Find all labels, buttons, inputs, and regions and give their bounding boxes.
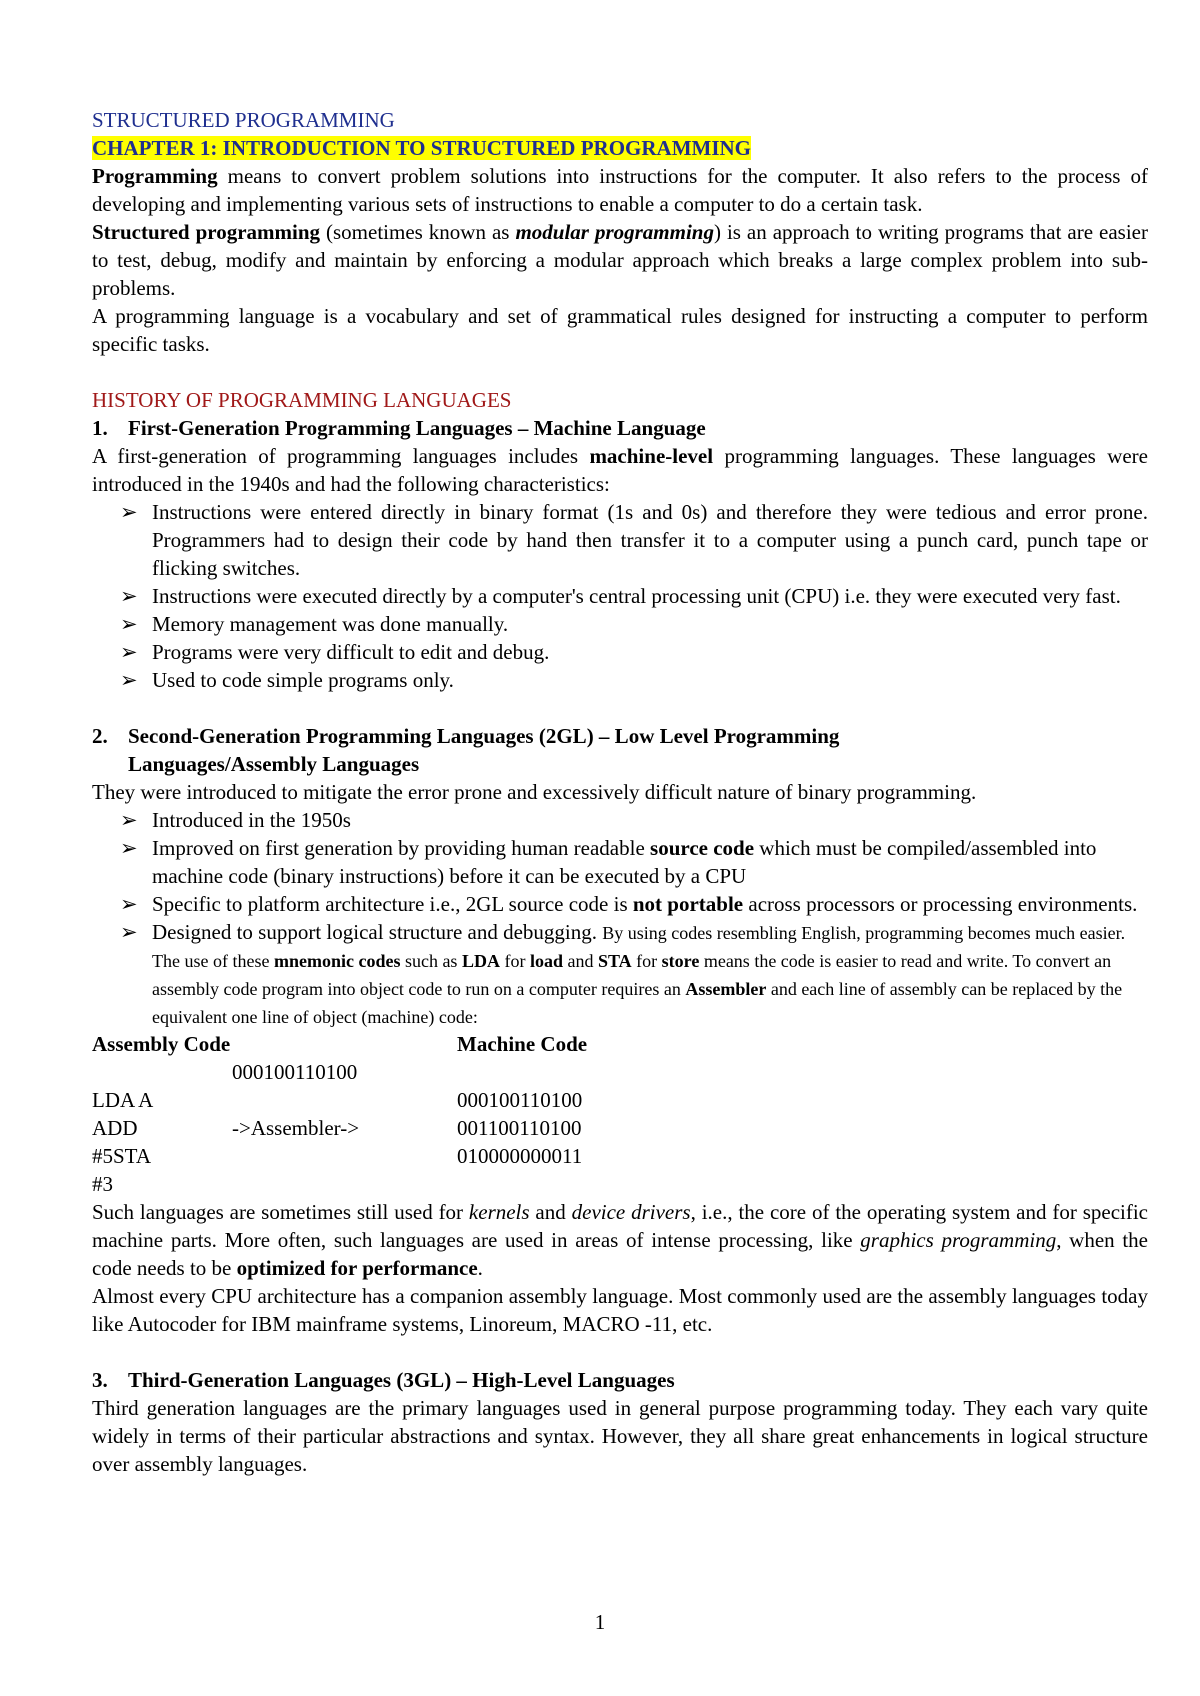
arrow-bullet-icon: ➢ xyxy=(120,640,138,664)
assembly-usage-paragraph xyxy=(92,1198,1148,1282)
text-span: across processors or processing environments. xyxy=(743,892,1138,916)
definition-text: means to convert problem solutions into instructions for the computer. It also refers to the process of developing and implementing various sets of instructions to enable a computer to do a certain task. xyxy=(92,164,1148,216)
italic-term: device drivers xyxy=(571,1200,691,1224)
assembly-machine-table xyxy=(92,1030,1148,1198)
table-cell: #5STA xyxy=(92,1144,151,1168)
heading-text: Second-Generation Programming Languages (2GL) – Low Level Programming xyxy=(128,724,840,748)
text-span: Such languages are sometimes still used for xyxy=(92,1200,469,1224)
table-cell: 010000000011 xyxy=(457,1144,583,1168)
table-cell: LDA A xyxy=(92,1088,154,1112)
list-item xyxy=(120,582,1148,610)
text-span: such as xyxy=(400,951,462,971)
list-item xyxy=(120,890,1148,918)
table-cell xyxy=(457,1058,657,1086)
table-cell: 000100110100 xyxy=(457,1088,583,1112)
chapter-heading-wrap xyxy=(92,134,1148,162)
text-span: means the code is easier to read and write. To convert an assembly code program into object code to run on a computer requires an xyxy=(152,951,1112,999)
table-cell: ->Assembler-> xyxy=(232,1116,360,1140)
text-span: By using codes resembling English, programming becomes much easier. The use of these xyxy=(152,923,1126,971)
generation-2-intro: They were introduced to mitigate the error prone and excessively difficult nature of binary programming. xyxy=(92,780,977,804)
generation-1-list xyxy=(92,498,1148,694)
chapter-heading: CHAPTER 1: INTRODUCTION TO STRUCTURED PROGRAMMING xyxy=(92,136,752,160)
arrow-bullet-icon: ➢ xyxy=(120,892,138,916)
item-text: Memory management was done manually. xyxy=(152,612,509,636)
table-cell: ADD xyxy=(92,1116,138,1140)
generation-3-paragraph: Third generation languages are the primary languages used in general purpose programming today. They each vary quite widely in terms of their particular abstractions and syntax. However, they all share great enhancements in logical structure over assembly languages. xyxy=(92,1396,1148,1476)
text-span: and xyxy=(562,951,598,971)
text-span: and xyxy=(529,1200,572,1224)
heading-number: 2. xyxy=(92,724,108,748)
generation-1-heading xyxy=(92,414,1148,442)
list-item xyxy=(120,834,1148,890)
term-modular-programming: modular programming xyxy=(515,220,714,244)
page-number: 1 xyxy=(594,1610,606,1634)
arrow-bullet-icon: ➢ xyxy=(120,668,138,692)
italic-term: graphics programming xyxy=(860,1228,1057,1252)
list-item xyxy=(120,498,1148,582)
bold-term: store xyxy=(661,951,700,971)
text-span: for xyxy=(499,951,530,971)
heading-number: 3. xyxy=(92,1368,108,1392)
bold-term: LDA xyxy=(461,951,500,971)
arrow-bullet-icon: ➢ xyxy=(120,808,138,832)
bold-term: machine-level xyxy=(589,444,714,468)
spacer xyxy=(92,694,1148,722)
generation-1-intro xyxy=(92,442,1148,498)
term-programming: Programming xyxy=(92,164,218,188)
spacer xyxy=(92,1338,1148,1366)
arrow-bullet-icon: ➢ xyxy=(120,920,138,944)
table-header-machine: Machine Code xyxy=(457,1032,588,1056)
list-item xyxy=(120,610,1148,638)
table-cell xyxy=(232,1170,457,1198)
programming-definition xyxy=(92,162,1148,218)
table-header-assembly: Assembly Code xyxy=(92,1032,231,1056)
list-item xyxy=(120,666,1148,694)
table-cell xyxy=(232,1142,457,1170)
text-span: , i.e., the core of the operating system and for specific machine parts. More often, such languages are used in areas of intense processing, like xyxy=(92,1200,1148,1252)
bold-term: not portable xyxy=(632,892,744,916)
document-page xyxy=(92,106,1148,1478)
assembly-languages-paragraph: Almost every CPU architecture has a companion assembly language. Most commonly used are the assembly languages today like Autocoder for IBM mainframe systems, Linoreum, MACRO -11, etc. xyxy=(92,1284,1148,1336)
heading-text: Languages/Assembly Languages xyxy=(128,752,420,776)
table-cell xyxy=(232,1086,457,1114)
text-span: and each line of assembly can be replaced by the equivalent one line of object (machine) code: xyxy=(152,979,1123,1027)
text-span: . xyxy=(477,1256,483,1280)
list-item xyxy=(120,806,1148,834)
italic-term: kernels xyxy=(468,1200,530,1224)
text-span: for xyxy=(631,951,662,971)
item-text: Instructions were entered directly in binary format (1s and 0s) and therefore they were tedious and error prone. Programmers had to design their code by hand then transfer it to a computer using a punch card, punch tape or flicking switches. xyxy=(152,500,1148,580)
generation-2-list xyxy=(92,806,1148,1030)
text-span: programming languages. These languages were introduced in the 1940s and had the following characteristics: xyxy=(92,444,1148,496)
item-text: Introduced in the 1950s xyxy=(152,808,351,832)
text-span: (sometimes known as xyxy=(320,220,516,244)
arrow-bullet-icon: ➢ xyxy=(120,584,138,608)
bold-term: optimized for performance xyxy=(236,1256,478,1280)
text-span: Designed to support logical structure and debugging. xyxy=(152,920,603,944)
arrow-bullet-icon: ➢ xyxy=(120,500,138,524)
bold-term: STA xyxy=(597,951,632,971)
programming-language-definition: A programming language is a vocabulary and set of grammatical rules designed for instructing a computer to perform specific tasks. xyxy=(92,304,1148,356)
arrow-bullet-icon: ➢ xyxy=(120,612,138,636)
list-item xyxy=(120,638,1148,666)
heading-text: First-Generation Programming Languages – Machine Language xyxy=(128,416,706,440)
table-cell xyxy=(92,1058,232,1086)
bold-term: source code xyxy=(650,836,755,860)
bold-term: Assembler xyxy=(685,979,767,999)
item-text: Instructions were executed directly by a computer's central processing unit (CPU) i.e. they were executed very fast. xyxy=(152,584,1121,608)
heading-text: Third-Generation Languages (3GL) – High-Level Languages xyxy=(128,1368,675,1392)
structured-programming-definition xyxy=(92,218,1148,302)
bold-term: mnemonic codes xyxy=(273,951,401,971)
text-span: ) is an approach to writing programs that are easier to test, debug, modify and maintain by enforcing a modular approach which breaks a large complex problem into sub-problems. xyxy=(92,220,1148,300)
text-span: Improved on first generation by providing human readable xyxy=(152,836,651,860)
item-text: Programs were very difficult to edit and debug. xyxy=(152,640,550,664)
heading-number: 1. xyxy=(92,416,108,440)
generation-3-heading xyxy=(92,1366,1148,1394)
bold-term: load xyxy=(529,951,563,971)
list-item xyxy=(120,918,1148,1030)
item-text: Used to code simple programs only. xyxy=(152,668,454,692)
table-cell xyxy=(457,1170,657,1198)
history-heading: HISTORY OF PROGRAMMING LANGUAGES xyxy=(92,388,512,412)
text-span: A first-generation of programming languages includes xyxy=(92,444,590,468)
table-cell: 001100110100 xyxy=(457,1116,582,1140)
arrow-bullet-icon: ➢ xyxy=(120,836,138,860)
text-span: Specific to platform architecture i.e., 2GL source code is xyxy=(152,892,633,916)
table-cell: 000100110100 xyxy=(232,1060,358,1084)
text-span: , when the code needs to be xyxy=(92,1228,1148,1280)
term-structured-programming: Structured programming xyxy=(92,220,321,244)
generation-2-heading xyxy=(92,722,1148,778)
document-title: STRUCTURED PROGRAMMING xyxy=(92,108,395,132)
text-span: which must be compiled/assembled into machine code (binary instructions) before it can be executed by a CPU xyxy=(152,836,1097,888)
table-cell: #3 xyxy=(92,1172,113,1196)
